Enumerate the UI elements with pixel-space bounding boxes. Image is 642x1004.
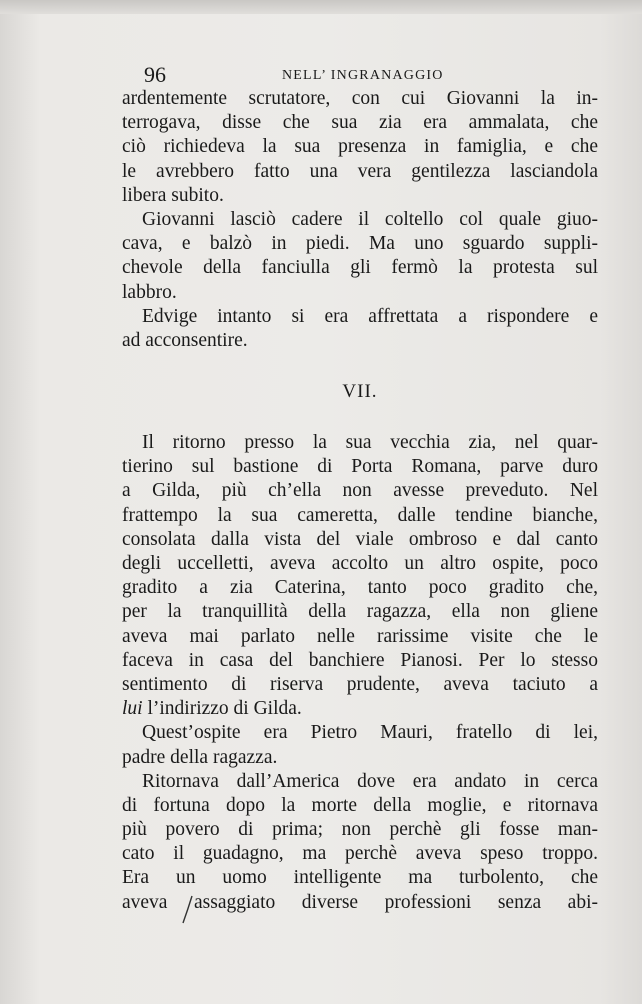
text-line: tierino sul bastione di Porta Romana, parve duro (122, 456, 598, 478)
text-line: aveva mai parlato nelle rarissime visite che le (122, 625, 598, 647)
text-line: per la tranquillità della ragazza, ella non gliene (122, 601, 598, 623)
italic-word: lui (122, 698, 143, 720)
text-fragment: l’indirizzo di Gilda. (142, 698, 302, 720)
text-line: consolata dalla vista del viale ombroso e dal canto (122, 528, 598, 550)
text-line: degli uccelletti, aveva accolto un altro ospite, poco (122, 553, 598, 574)
text-line: frattempo la sua cameretta, dalle tendine bianche, (122, 504, 598, 526)
text-line: Era un uomo intelligente ma turbolento, che (122, 867, 598, 889)
text-line: gradito a zia Caterina, tanto poco gradito che, (122, 577, 598, 599)
text-line (122, 697, 598, 721)
chapter-heading: VII. (342, 381, 378, 403)
text-line: le avrebbero fatto una vera gentilezza lasciandola (122, 160, 598, 182)
text-line: ad acconsentire. (122, 329, 248, 351)
text-line: Edvige intanto si era affrettata a rispondere e (142, 305, 598, 327)
text-line: Il ritorno presso la sua vecchia zia, nel quar- (142, 432, 598, 454)
page-header (122, 60, 612, 90)
text-line: ciò richiedeva la sua presenza in famiglia, e che (122, 136, 598, 158)
text-line: padre della ragazza. (122, 746, 278, 768)
text-line: terrogava, disse che sua zia era ammalata, che (122, 112, 598, 134)
page-number: 96 (144, 62, 166, 87)
paragraph (122, 305, 598, 353)
text-line: labbro. (122, 281, 177, 303)
paragraph (122, 431, 598, 721)
text-line: Giovanni lasciò cadere il coltello col quale giuo- (142, 208, 598, 230)
text-line: Quest’ospite era Pietro Mauri, fratello di lei, (142, 722, 598, 744)
text-line: ardentemente scrutatore, con cui Giovanni la in- (122, 88, 598, 109)
pen-mark (180, 895, 194, 925)
body-text (122, 87, 598, 915)
paragraph (122, 87, 598, 208)
text-line: a Gilda, più ch’ella non avesse preveduto. Nel (122, 480, 598, 502)
running-title: NELL’ INGRANAGGIO (282, 68, 444, 83)
paragraph (122, 208, 598, 305)
text-line: chevole della fanciulla gli fermò la protesta sul (122, 257, 598, 279)
paragraph (122, 770, 598, 915)
text-line: faceva in casa del banchiere Pianosi. Per lo stesso (122, 649, 598, 671)
text-line: cava, e balzò in piedi. Ma uno sguardo suppli- (122, 233, 598, 255)
page-top-edge (0, 0, 642, 14)
text-line: più povero di prima; non perchè gli fosse man- (122, 819, 598, 841)
text-line: libera subito. (122, 184, 224, 206)
paragraph (122, 721, 598, 769)
text-line: di fortuna dopo la morte della moglie, e ritornava (122, 794, 598, 816)
text-line: sentimento di riserva prudente, aveva taciuto a (122, 673, 598, 695)
text-line: Ritornava dall’America dove era andato in cerca (142, 770, 598, 792)
text-line: aveva assaggiato diverse professioni senza abi- (122, 891, 598, 913)
text-line: cato il guadagno, ma perchè aveva speso troppo. (122, 843, 598, 865)
